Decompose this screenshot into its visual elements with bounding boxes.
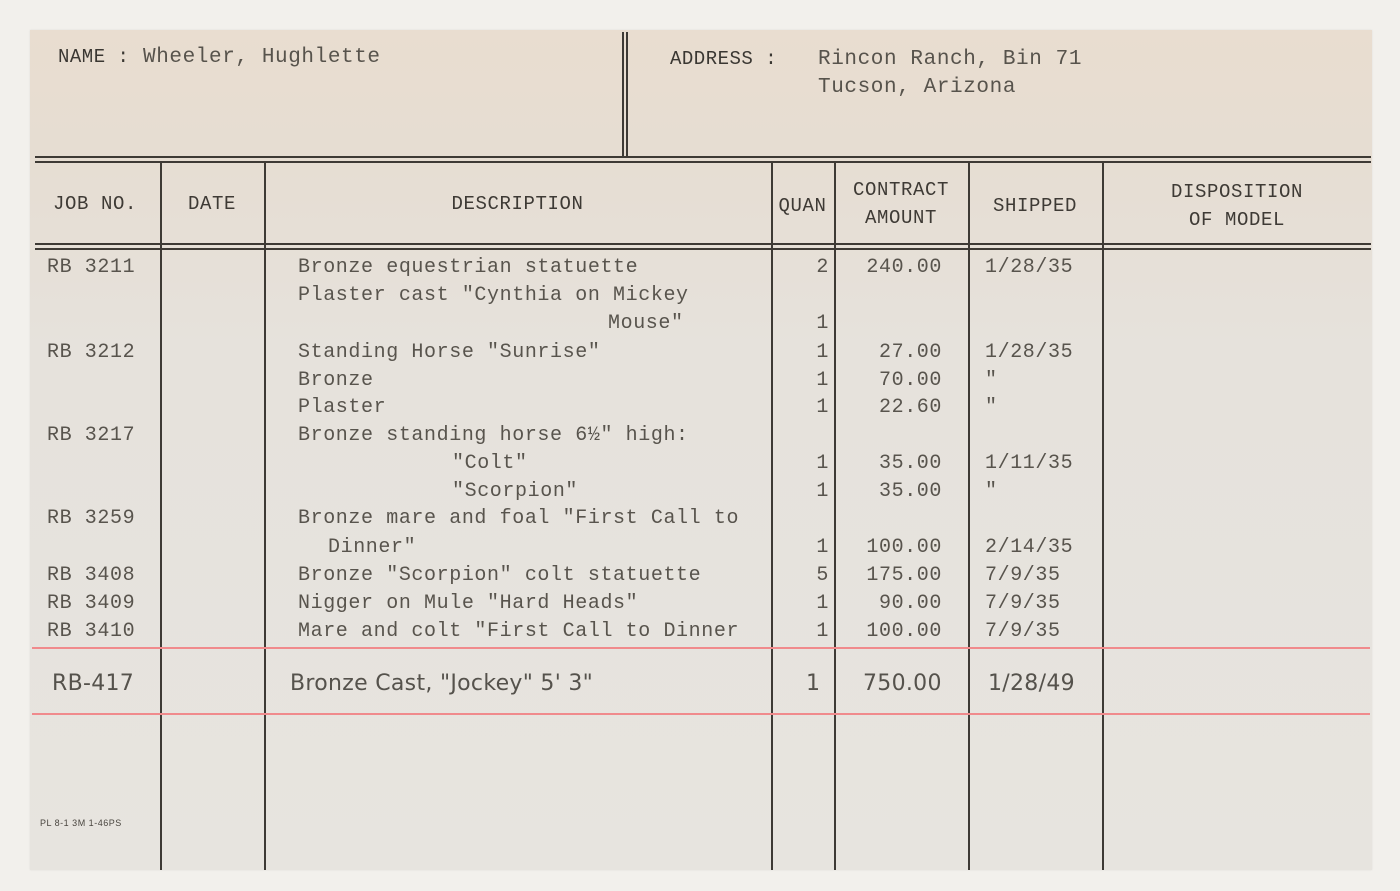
handwritten-job-no: RB-417 [52,671,135,696]
record-card [30,30,1372,870]
contract-amount: 100.00 [866,620,942,643]
description: Bronze "Scorpion" colt statuette [298,564,702,587]
col-job-no: JOB NO. [52,193,137,215]
address-label: ADDRESS : [670,48,778,70]
contract-amount: 240.00 [866,256,942,279]
description: "Colt" [452,452,528,475]
columns-rule-1 [35,243,1371,245]
col-shipped: SHIPPED [992,195,1077,217]
quantity: 1 [816,592,829,615]
handwritten-shipped: 1/28/49 [988,671,1075,696]
header-rule-2 [35,161,1371,163]
contract-amount: 35.00 [878,480,942,503]
shipped-date: " [985,396,998,419]
contract-amount: 175.00 [866,564,942,587]
description: Plaster [298,396,387,419]
address-line-2: Tucson, Arizona [818,76,1017,99]
form-code: PL 8-1 3M 1-46PS [40,818,122,828]
column-line-shipped [968,161,970,870]
column-line-description [264,161,266,870]
description: Bronze [298,369,374,392]
job-no: RB 3259 [47,507,136,530]
description: Plaster cast "Cynthia on Mickey [298,284,689,307]
shipped-date: 7/9/35 [985,592,1061,615]
description: Bronze standing horse 6½" high: [298,424,689,447]
quantity: 1 [816,536,829,559]
description: Dinner" [328,536,417,559]
handwritten-description: Bronze Cast, "Jockey" 5' 3" [290,671,594,696]
description: Bronze equestrian statuette [298,256,639,279]
job-no: RB 3217 [47,424,136,447]
quantity: 1 [816,369,829,392]
col-disposition-2: OF MODEL [1188,209,1285,231]
description: Mare and colt "First Call to Dinner [298,620,740,643]
column-line-disposition [1102,161,1104,870]
columns-rule-2 [35,248,1371,250]
job-no: RB 3408 [47,564,136,587]
shipped-date: 7/9/35 [985,620,1061,643]
quantity: 2 [816,256,829,279]
column-line-date [160,161,162,870]
contract-amount: 90.00 [878,592,942,615]
shipped-date: 1/28/35 [985,256,1074,279]
job-no: RB 3409 [47,592,136,615]
contract-amount: 70.00 [878,369,942,392]
quantity: 5 [816,564,829,587]
contract-amount: 27.00 [878,341,942,364]
quantity: 1 [816,341,829,364]
shipped-date: 1/28/35 [985,341,1074,364]
handwritten-amount: 750.00 [863,671,942,696]
shipped-date: 1/11/35 [985,452,1074,475]
header-divider-2 [626,32,628,156]
shipped-date: " [985,369,998,392]
col-disposition-1: DISPOSITION [1170,181,1304,203]
col-date: DATE [187,193,236,215]
header-divider-1 [622,32,624,156]
job-no: RB 3212 [47,341,136,364]
shipped-date: 2/14/35 [985,536,1074,559]
description: Mouse" [608,312,684,335]
handwritten-quantity: 1 [806,671,821,696]
quantity: 1 [816,312,829,335]
shipped-date: " [985,480,998,503]
job-no: RB 3410 [47,620,136,643]
quantity: 1 [816,480,829,503]
description: Bronze mare and foal "First Call to [298,507,740,530]
contract-amount: 35.00 [878,452,942,475]
contract-amount: 22.60 [878,396,942,419]
address-line-1: Rincon Ranch, Bin 71 [818,48,1083,71]
header-rule-1 [35,156,1371,158]
col-contract-1: CONTRACT [852,179,949,201]
description: Standing Horse "Sunrise" [298,341,601,364]
contract-amount: 100.00 [866,536,942,559]
col-quan: QUAN [778,195,827,217]
quantity: 1 [816,396,829,419]
shipped-date: 7/9/35 [985,564,1061,587]
red-rule-bottom [32,713,1370,715]
name-value: Wheeler, Hughlette [143,46,381,69]
quantity: 1 [816,452,829,475]
description: "Scorpion" [452,480,579,503]
col-contract-2: AMOUNT [864,207,937,229]
name-label: NAME : [58,46,130,68]
col-description: DESCRIPTION [451,193,584,215]
description: Nigger on Mule "Hard Heads" [298,592,639,615]
job-no: RB 3211 [47,256,136,279]
quantity: 1 [816,620,829,643]
red-rule-top [32,647,1370,649]
